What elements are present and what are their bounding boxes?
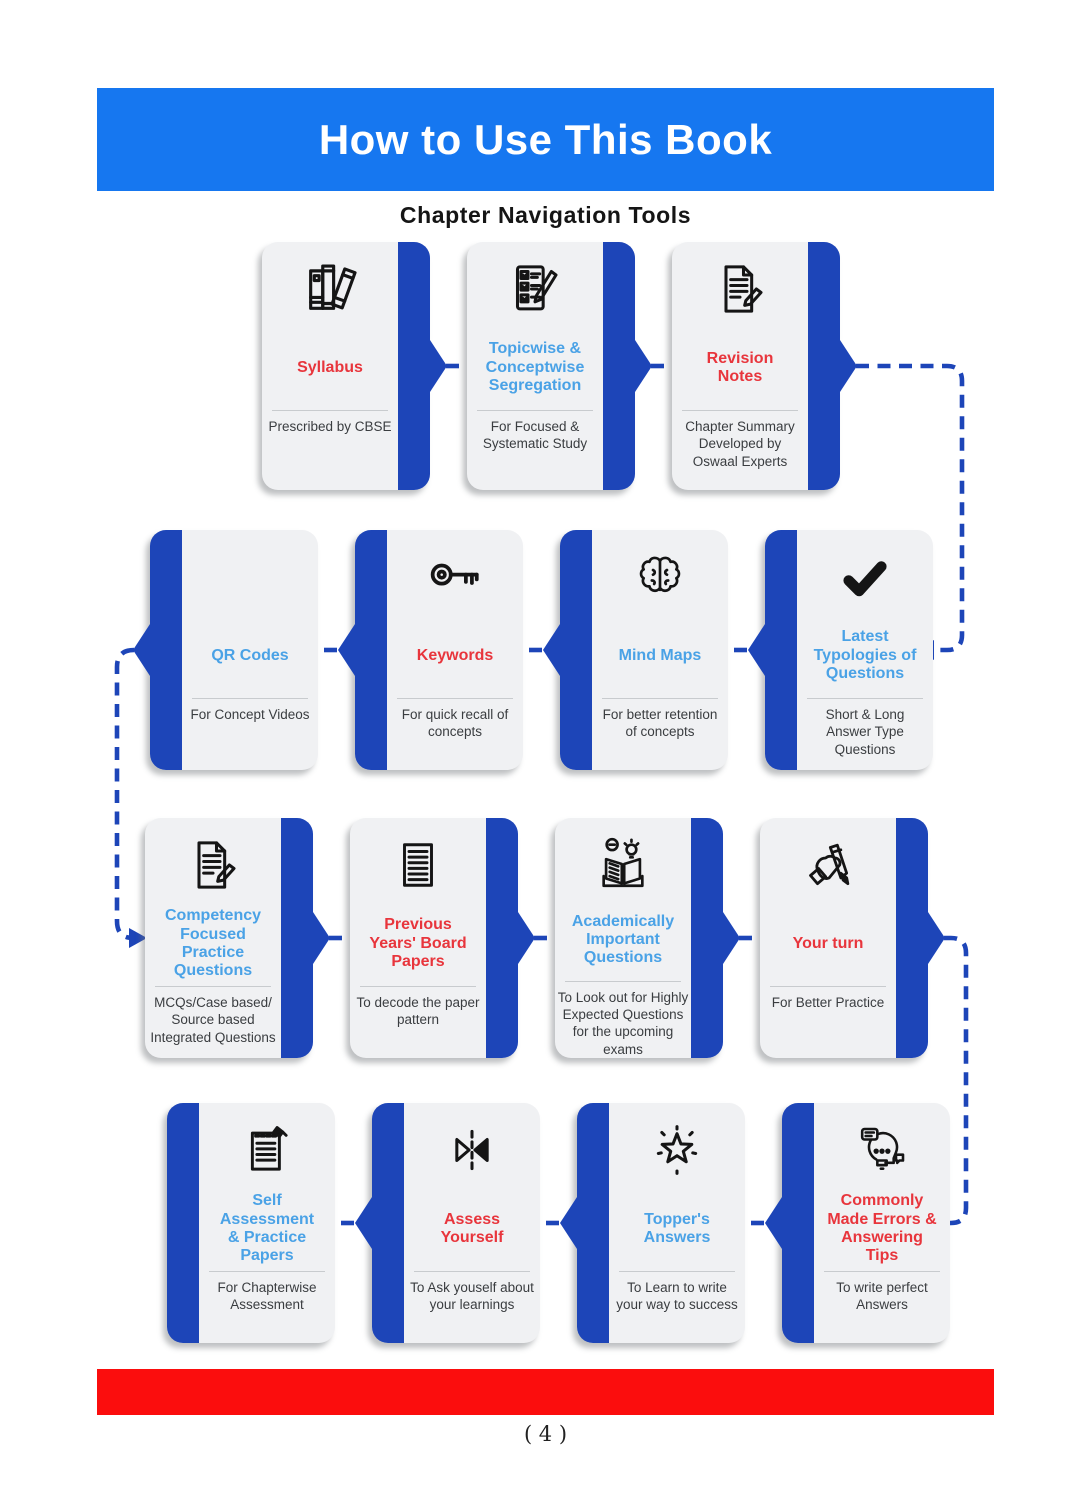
card-arrow-bar: [808, 242, 840, 490]
arrow-tip-icon: [748, 624, 765, 676]
diagram-subtitle: Chapter Navigation Tools: [399, 202, 692, 228]
card-arrow-bar: [896, 818, 928, 1058]
card-arrow-bar: [765, 530, 797, 770]
card-description: To decode the paper pattern: [356, 995, 480, 1028]
card-title: Commonly Made Errors & Answering Tips: [827, 1192, 937, 1265]
card-competency-questions: [145, 818, 313, 1058]
card-assess-yourself: [372, 1103, 540, 1343]
card-title: Syllabus: [297, 358, 363, 376]
card-title: QR Codes: [211, 646, 289, 664]
card-mind-maps: [560, 530, 728, 770]
card-title: Mind Maps: [618, 646, 702, 664]
checklist-icon: [467, 252, 603, 326]
card-title: Competency Focused Practice Questions: [164, 907, 262, 980]
check-icon: [797, 540, 933, 614]
card-description: Chapter Summary Developed by Oswaal Experts: [685, 419, 795, 469]
page-number: ( 4 ): [523, 1422, 568, 1446]
card-description: For better retention of concepts: [602, 707, 718, 740]
card-title: Latest Typologies of Questions: [813, 628, 917, 683]
card-latest-typologies: [765, 530, 933, 770]
card-topicwise-segregation: [467, 242, 635, 490]
card-previous-board-papers: [350, 818, 518, 1058]
arrow-tip-icon: [765, 1197, 782, 1249]
arrow-tip-icon: [560, 1197, 577, 1249]
card-arrow-bar: [577, 1103, 609, 1343]
key-icon: [387, 540, 523, 614]
card-title: Your turn: [792, 934, 864, 952]
card-description: To write perfect Answers: [836, 1280, 928, 1313]
card-description: For Chapterwise Assessment: [217, 1280, 317, 1313]
card-arrow-bar: [398, 242, 430, 490]
head-idea-icon: [814, 1113, 950, 1187]
card-your-turn: [760, 818, 928, 1058]
card-syllabus: [262, 242, 430, 490]
card-arrow-bar: [782, 1103, 814, 1343]
writing-hand-icon: [760, 828, 896, 902]
connector-elbow-left: [117, 650, 134, 938]
card-description: For Better Practice: [771, 995, 885, 1010]
card-description: To Look out for Highly Expected Questions for the upcoming exams: [557, 989, 689, 1057]
card-qr-codes: [150, 530, 318, 770]
mirror-icon: [404, 1113, 540, 1187]
books-icon: [262, 252, 398, 326]
arrow-tip-icon: [543, 624, 560, 676]
card-arrow-bar: [167, 1103, 199, 1343]
card-common-errors-tips: [782, 1103, 950, 1343]
brain-icon: [592, 540, 728, 614]
card-title: Keywords: [416, 646, 494, 664]
arrow-tip-icon: [928, 912, 945, 964]
arrow-tip-icon: [635, 340, 652, 392]
note-pencil-icon: [145, 828, 281, 902]
card-arrow-bar: [150, 530, 182, 770]
arrow-tip-icon: [355, 1197, 372, 1249]
arrow-tip-icon: [313, 912, 330, 964]
notepad-pencil-icon: [199, 1113, 335, 1187]
card-arrow-bar: [691, 818, 723, 1058]
arrow-tip-icon: [518, 912, 535, 964]
card-arrow-bar: [372, 1103, 404, 1343]
card-title: Academically Important Questions: [571, 912, 675, 967]
card-revision-notes: [672, 242, 840, 490]
card-description: To Ask youself about your learnings: [410, 1280, 534, 1313]
card-description: For Focused & Systematic Study: [482, 419, 588, 452]
card-description: Short & Long Answer Type Questions: [825, 707, 905, 757]
card-toppers-answers: [577, 1103, 745, 1343]
card-description: To Learn to write your way to success: [616, 1280, 738, 1313]
arrow-tip-icon: [723, 912, 740, 964]
card-arrow-bar: [603, 242, 635, 490]
arrow-tip-icon: [840, 340, 857, 392]
card-arrow-bar: [355, 530, 387, 770]
card-academically-important: [555, 818, 723, 1058]
card-title: Topicwise & Conceptwise Segregation: [485, 340, 585, 395]
note-pencil-icon: [672, 252, 808, 326]
card-arrow-bar: [560, 530, 592, 770]
card-description: For Concept Videos: [190, 707, 310, 722]
card-title: Revision Notes: [706, 349, 774, 385]
star-icon: [609, 1113, 745, 1187]
card-arrow-bar: [281, 818, 313, 1058]
card-title: Previous Years' Board Papers: [369, 916, 467, 971]
open-book-idea-icon: [555, 828, 691, 900]
arrow-tip-icon: [338, 624, 355, 676]
card-self-assessment: [167, 1103, 335, 1343]
footer-red-bar: [97, 1369, 994, 1415]
arrow-tip-icon: [133, 624, 150, 676]
card-arrow-bar: [486, 818, 518, 1058]
card-description: For quick recall of concepts: [401, 707, 509, 740]
arrow-tip-icon: [430, 340, 447, 392]
card-title: Self Assessment & Practice Papers: [219, 1192, 315, 1265]
card-description: Prescribed by CBSE: [268, 419, 392, 434]
card-title: Topper's Answers: [643, 1210, 711, 1246]
card-keywords: [355, 530, 523, 770]
card-title: Assess Yourself: [440, 1210, 504, 1246]
no-icon: [182, 540, 318, 614]
page-title: How to Use This Book: [318, 115, 773, 163]
lined-doc-icon: [350, 828, 486, 902]
card-description: MCQs/Case based/ Source based Integrated Questions: [150, 995, 276, 1045]
